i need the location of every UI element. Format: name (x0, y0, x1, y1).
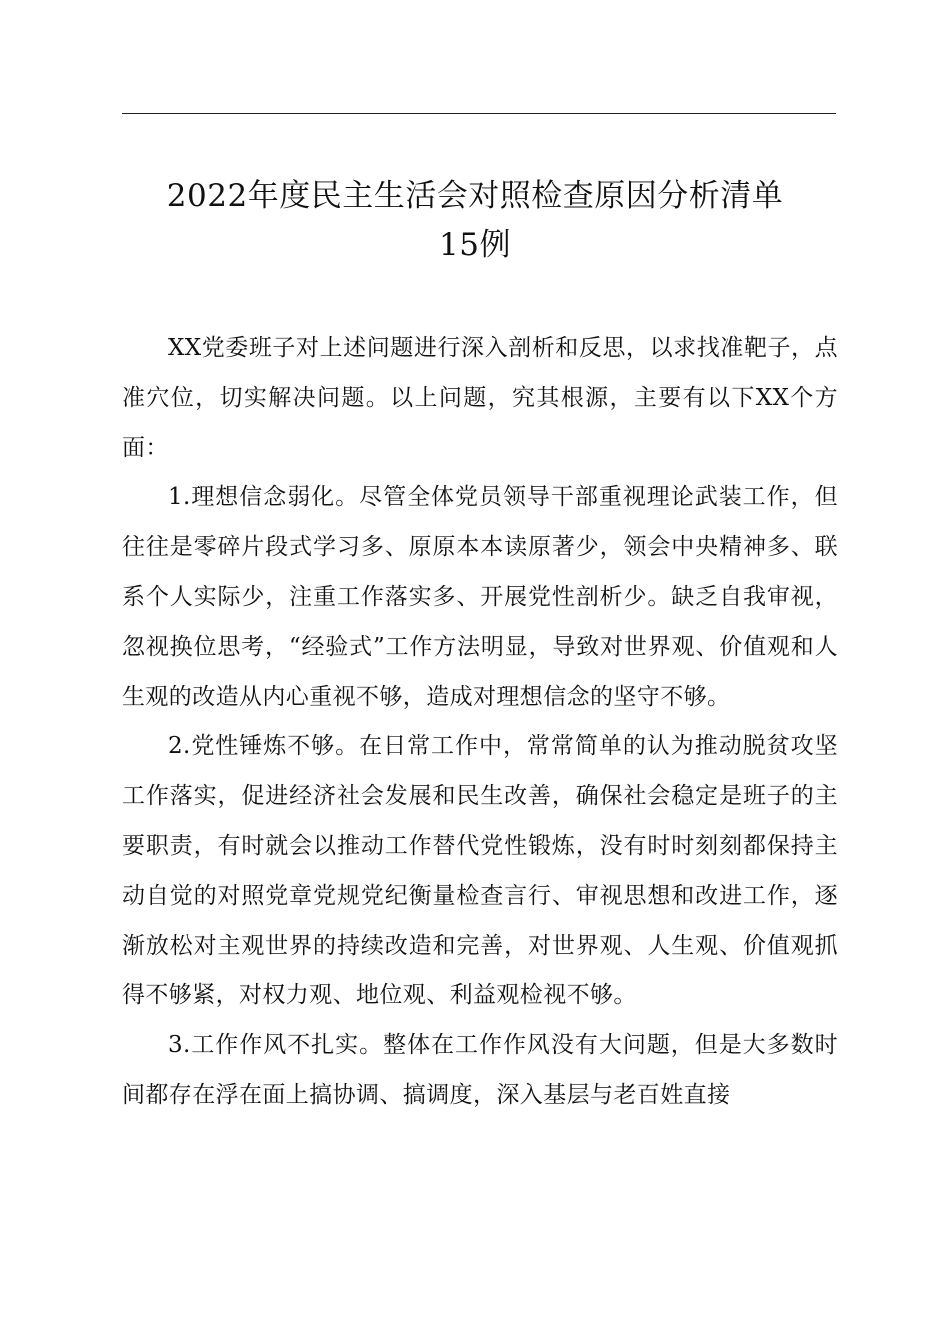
document-title-line-1: 2022年度民主生活会对照检查原因分析清单 (166, 178, 784, 214)
header-rule (122, 113, 836, 114)
paragraph-1: 1.理想信念弱化。尽管全体党员领导干部重视理论武装工作，但往往是零碎片段式学习多、原原本本读原著少，领会中央精神多、联系个人实际少，注重工作落实多、开展党性剖析少。缺乏自我审视，忽视换位思考，“经验式”工作方法明显，导致对世界观、价值观和人生观的改造从内心重视不够，造成对理想信念的坚守不够。 (122, 484, 838, 710)
paragraph-intro: XX党委班子对上述问题进行深入剖析和反思，以求找准靶子，点准穴位，切实解决问题。以上问题，究其根源，主要有以下XX个方面： (122, 335, 838, 461)
document-body (122, 324, 838, 1121)
paragraph-2: 2.党性锤炼不够。在日常工作中，常常简单的认为推动脱贫攻坚工作落实，促进经济社会发展和民生改善，确保社会稳定是班子的主要职责，有时就会以推动工作替代党性锻炼，没有时时刻刻都保持主动自觉的对照党章党规党纪衡量检查言行、审视思想和改进工作，逐渐放松对主观世界的持续改造和完善，对世界观、人生观、价值观抓得不够紧，对权力观、地位观、利益观检视不够。 (122, 733, 838, 1009)
document-title-line-2: 15例 (439, 227, 511, 263)
paragraph-3: 3.工作作风不扎实。整体在工作作风没有大问题，但是大多数时间都存在浮在面上搞协调、搞调度，深入基层与老百姓直接 (122, 1032, 838, 1108)
